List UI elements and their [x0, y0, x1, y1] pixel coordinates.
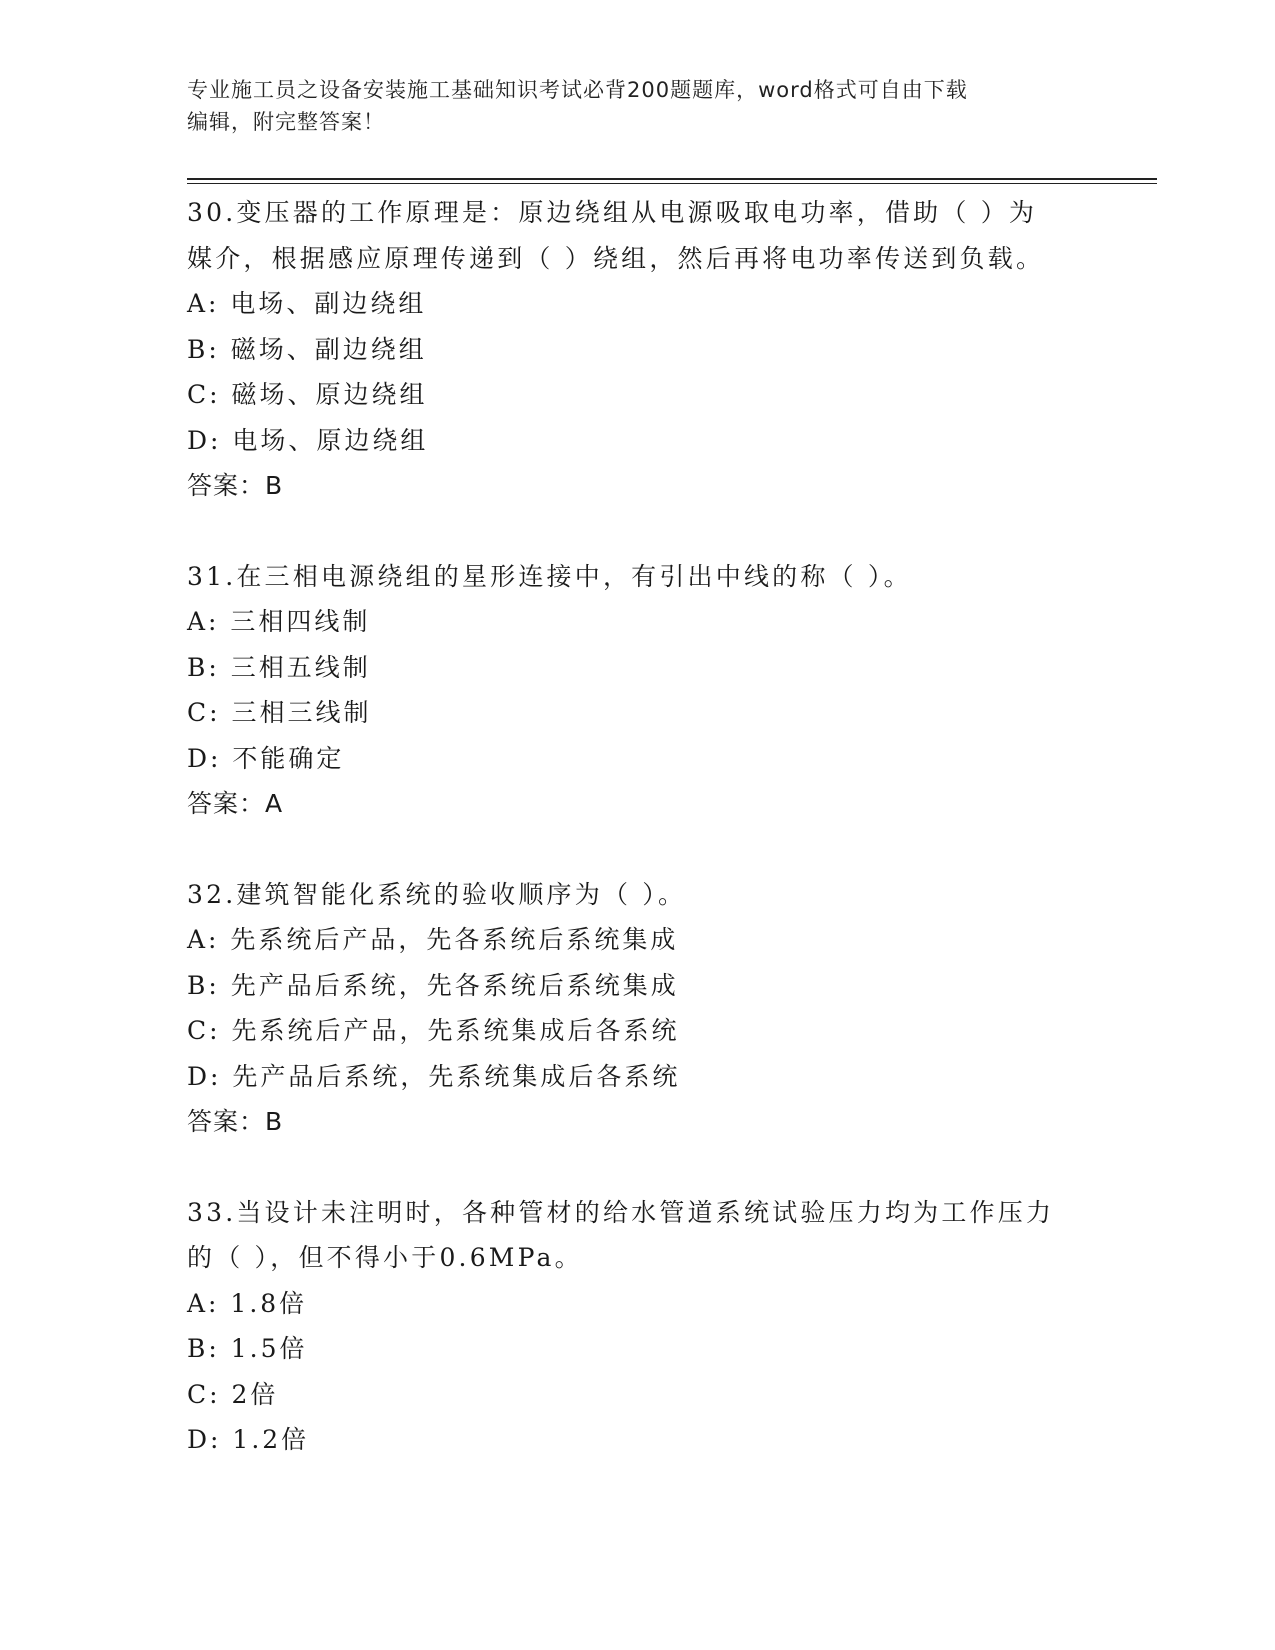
- document-header: [187, 74, 1087, 138]
- stem-line: 的（ ），但不得小于0.6MPa。: [187, 1243, 583, 1272]
- header-divider-thick: [187, 178, 1157, 180]
- option-c: C: 磁场、原边绕组: [187, 380, 428, 409]
- question-30: [187, 190, 1087, 509]
- option-c: C: 2倍: [187, 1379, 279, 1409]
- question-33: [187, 1190, 1087, 1463]
- answer-label: 答案：B: [187, 1107, 284, 1136]
- option-b: B: 先产品后系统，先各系统后系统集成: [187, 970, 679, 1000]
- option-a: A: 先系统后产品，先各系统后系统集成: [187, 925, 679, 954]
- option-a: A: 1.8倍: [187, 1288, 308, 1318]
- option-a: A: 电场、副边绕组: [187, 289, 427, 318]
- option-b: B: 三相五线制: [187, 652, 371, 682]
- option-b: B: 磁场、副边绕组: [187, 334, 427, 364]
- answer-label: 答案：B: [187, 471, 284, 500]
- question-stem: [187, 872, 1087, 918]
- question-stem: [187, 1190, 1087, 1281]
- stem-line: 31.在三相电源绕组的星形连接中，有引出中线的称（ ）。: [187, 561, 912, 591]
- option-d: D: 电场、原边绕组: [187, 425, 429, 455]
- option-a: A: 三相四线制: [187, 607, 371, 636]
- option-d: D: 不能确定: [187, 743, 345, 773]
- question-32: [187, 872, 1087, 1145]
- stem-line: 30.变压器的工作原理是：原边绕组从电源吸取电功率，借助（ ）为: [187, 198, 1038, 227]
- header-divider-thin: [187, 183, 1157, 184]
- header-line-2: 编辑，附完整答案！: [187, 110, 385, 134]
- option-c: C: 先系统后产品，先系统集成后各系统: [187, 1016, 680, 1045]
- option-d: D: 先产品后系统，先系统集成后各系统: [187, 1061, 681, 1091]
- question-31: [187, 554, 1087, 827]
- stem-line: 32.建筑智能化系统的验收顺序为（ ）。: [187, 879, 687, 909]
- stem-line: 媒介，根据感应原理传递到（ ）绕组，然后再将电功率传送到负载。: [187, 243, 1045, 273]
- answer-label: 答案：A: [187, 789, 284, 818]
- question-list: [187, 190, 1087, 1508]
- header-line-1: 专业施工员之设备安装施工基础知识考试必背200题题库，word格式可自由下载: [187, 78, 968, 102]
- option-d: D: 1.2倍: [187, 1425, 310, 1454]
- option-c: C: 三相三线制: [187, 698, 372, 727]
- option-b: B: 1.5倍: [187, 1334, 308, 1363]
- stem-line: 33.当设计未注明时，各种管材的给水管道系统试验压力均为工作压力: [187, 1197, 1055, 1227]
- question-stem: [187, 190, 1087, 281]
- question-stem: [187, 554, 1087, 600]
